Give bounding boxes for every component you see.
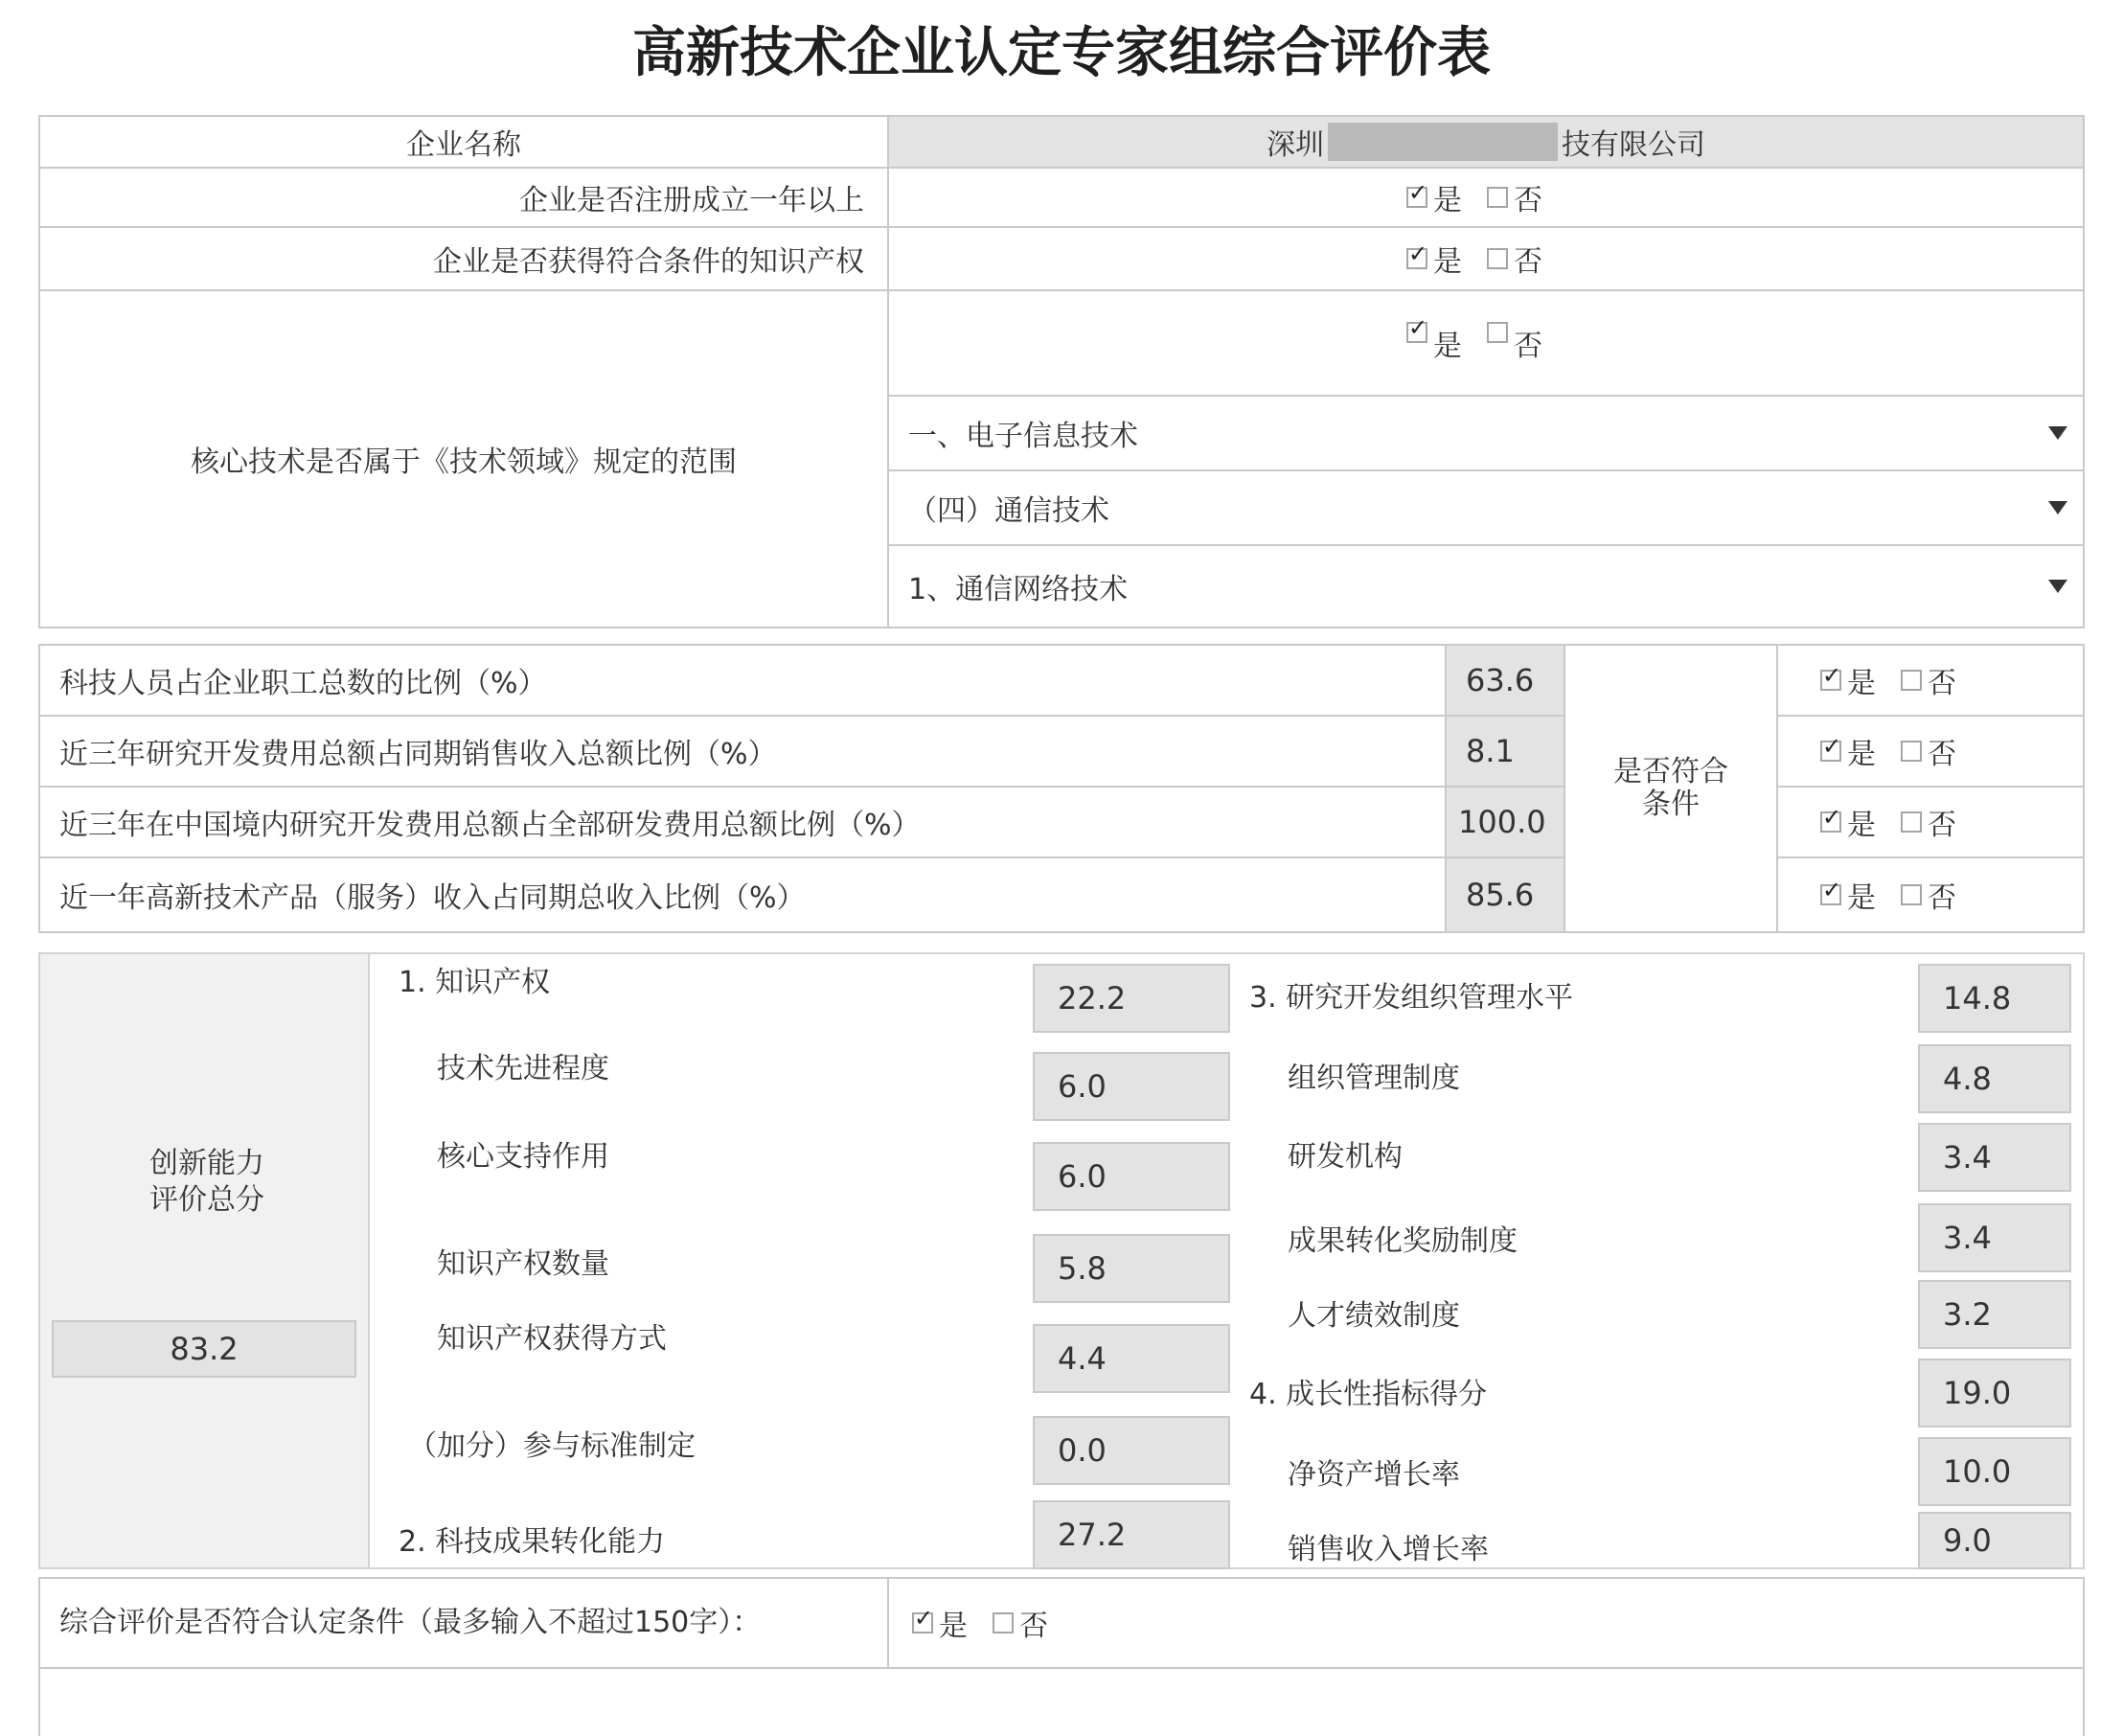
core-support-label: 核心支持作用 <box>437 1140 609 1174</box>
sales-growth-score[interactable]: 9.0 <box>1918 1512 2071 1569</box>
rd-management-score[interactable]: 14.8 <box>1918 964 2071 1033</box>
ip-count-score[interactable]: 5.8 <box>1033 1234 1230 1303</box>
tech-subcategory-select[interactable]: 1、通信网络技术 <box>887 544 2085 628</box>
meets-condition-label: 是否符合条件 <box>1564 644 1778 933</box>
no-label: 否 <box>1928 667 1956 700</box>
talent-perf-label: 人才绩效制度 <box>1288 1299 1460 1333</box>
talent-perf-score[interactable]: 3.2 <box>1918 1280 2071 1349</box>
no-label: 否 <box>1928 809 1956 842</box>
result-reward-score[interactable]: 3.4 <box>1918 1203 2071 1272</box>
no-label: 否 <box>1514 184 1542 217</box>
yes-label: 是 <box>1433 245 1462 279</box>
yes-checkbox[interactable] <box>1820 741 1841 762</box>
tech-advance-score[interactable]: 6.0 <box>1033 1052 1230 1121</box>
chevron-down-icon <box>2048 501 2067 514</box>
chevron-down-icon <box>2048 426 2067 440</box>
yes-checkbox[interactable] <box>1406 248 1427 269</box>
no-label: 否 <box>1928 881 1956 915</box>
core-tech-options <box>887 289 2085 397</box>
rd-institution-label: 研发机构 <box>1288 1140 1403 1174</box>
standard-bonus-label: （加分）参与标准制定 <box>408 1429 696 1463</box>
org-system-label: 组织管理制度 <box>1288 1062 1460 1095</box>
ratio-label-hightech-revenue: 近一年高新技术产品（服务）收入占同期总收入比例（%） <box>38 857 1447 933</box>
growth-section-label: 4. 成长性指标得分 <box>1249 1378 1488 1411</box>
innovation-label-column <box>38 952 370 1569</box>
no-checkbox[interactable] <box>1487 322 1508 343</box>
yes-label: 是 <box>1847 881 1876 915</box>
no-checkbox[interactable] <box>993 1612 1014 1633</box>
no-checkbox[interactable] <box>1487 187 1508 208</box>
question-registered-label: 企业是否注册成立一年以上 <box>38 167 889 228</box>
tech-transfer-score[interactable]: 27.2 <box>1033 1500 1230 1569</box>
ratio-rd-sales-options <box>1776 715 2085 788</box>
sales-growth-label: 销售收入增长率 <box>1288 1533 1489 1566</box>
yes-checkbox[interactable] <box>1406 187 1427 208</box>
yes-checkbox[interactable] <box>1820 811 1841 833</box>
redacted-block <box>1328 123 1558 161</box>
ip-acquisition-score[interactable]: 4.4 <box>1033 1324 1230 1393</box>
company-name-prefix: 深圳 <box>1267 128 1324 162</box>
ratio-value-staff[interactable]: 63.6 <box>1445 644 1565 717</box>
yes-label: 是 <box>1847 809 1876 842</box>
ratio-value-rd-sales[interactable]: 8.1 <box>1445 715 1565 788</box>
innovation-total-score[interactable]: 83.2 <box>52 1320 356 1378</box>
no-checkbox[interactable] <box>1901 670 1922 691</box>
final-evaluation-textarea[interactable] <box>38 1667 2085 1736</box>
ratio-value-rd-domestic[interactable]: 100.0 <box>1445 786 1565 858</box>
ratio-label-rd-sales: 近三年研究开发费用总额占同期销售收入总额比例（%） <box>38 715 1447 788</box>
ratio-rd-domestic-options <box>1776 786 2085 858</box>
yes-label: 是 <box>1847 667 1876 700</box>
tech-transfer-label: 2. 科技成果转化能力 <box>399 1525 666 1559</box>
core-tech-label: 核心技术是否属于《技术领域》规定的范围 <box>38 289 889 628</box>
tech-category-select[interactable]: （四）通信技术 <box>887 469 2085 546</box>
ip-section-score[interactable]: 22.2 <box>1033 964 1230 1033</box>
ratio-label-rd-domestic: 近三年在中国境内研究开发费用总额占全部研发费用总额比例（%） <box>38 786 1447 858</box>
tech-domain-select[interactable]: 一、电子信息技术 <box>887 395 2085 471</box>
tech-advance-label: 技术先进程度 <box>437 1052 609 1085</box>
no-checkbox[interactable] <box>1901 741 1922 762</box>
net-assets-growth-score[interactable]: 10.0 <box>1918 1437 2071 1506</box>
rd-management-label: 3. 研究开发组织管理水平 <box>1249 981 1574 1015</box>
company-name-field[interactable] <box>887 115 2085 169</box>
company-name-suffix: 技有限公司 <box>1562 128 1705 162</box>
no-label: 否 <box>1514 245 1542 279</box>
page-title: 高新技术企业认定专家组综合评价表 <box>632 22 1491 84</box>
yes-checkbox[interactable] <box>1820 670 1841 691</box>
question-registered-options <box>887 167 2085 228</box>
innovation-total-label: 创新能力评价总分 <box>149 1147 264 1217</box>
yes-checkbox[interactable] <box>912 1612 933 1633</box>
ratio-hightech-revenue-options <box>1776 857 2085 933</box>
chevron-down-icon <box>2048 580 2067 593</box>
yes-label: 是 <box>939 1610 968 1643</box>
core-support-score[interactable]: 6.0 <box>1033 1142 1230 1211</box>
ip-section-label: 1. 知识产权 <box>399 966 551 999</box>
yes-label: 是 <box>1433 184 1462 217</box>
ip-acquisition-label: 知识产权获得方式 <box>437 1322 667 1356</box>
no-checkbox[interactable] <box>1487 248 1508 269</box>
no-label: 否 <box>1019 1610 1048 1643</box>
no-checkbox[interactable] <box>1901 884 1922 905</box>
final-evaluation-label: 综合评价是否符合认定条件（最多输入不超过150字）： <box>38 1577 889 1669</box>
growth-section-score[interactable]: 19.0 <box>1918 1359 2071 1428</box>
no-checkbox[interactable] <box>1901 811 1922 833</box>
net-assets-growth-label: 净资产增长率 <box>1288 1458 1460 1492</box>
final-evaluation-options <box>887 1577 2085 1669</box>
rd-institution-score[interactable]: 3.4 <box>1918 1123 2071 1192</box>
ratio-staff-options <box>1776 644 2085 717</box>
question-ip-options <box>887 226 2085 291</box>
yes-checkbox[interactable] <box>1406 322 1427 343</box>
yes-label: 是 <box>1433 330 1462 363</box>
ip-count-label: 知识产权数量 <box>437 1247 609 1281</box>
org-system-score[interactable]: 4.8 <box>1918 1044 2071 1113</box>
question-ip-label: 企业是否获得符合条件的知识产权 <box>38 226 889 291</box>
ratio-label-staff: 科技人员占企业职工总数的比例（%） <box>38 644 1447 717</box>
yes-label: 是 <box>1847 738 1876 771</box>
company-name-label: 企业名称 <box>38 115 889 169</box>
result-reward-label: 成果转化奖励制度 <box>1288 1224 1518 1258</box>
standard-bonus-score[interactable]: 0.0 <box>1033 1416 1230 1485</box>
no-label: 否 <box>1514 330 1542 363</box>
ratio-value-hightech-revenue[interactable]: 85.6 <box>1445 857 1565 933</box>
yes-checkbox[interactable] <box>1820 884 1841 905</box>
no-label: 否 <box>1928 738 1956 771</box>
